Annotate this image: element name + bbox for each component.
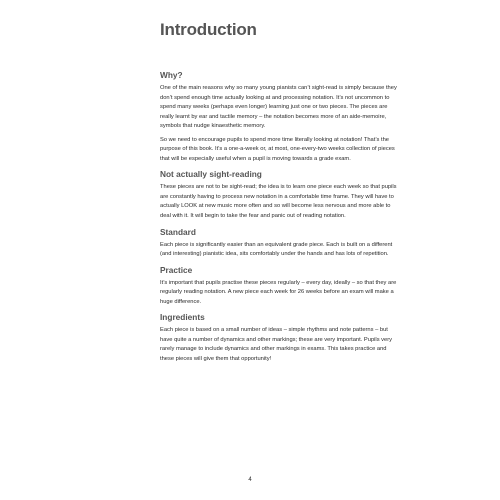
section-practice: [160, 265, 400, 308]
paragraph: Each piece is significantly easier than an equivalent grade piece. Each is built on a different (and interesting) pianistic idea, sits comfortably under the hands and has lots of repetition.: [160, 241, 393, 258]
section-why: [160, 70, 400, 164]
body-content: [160, 70, 400, 364]
paragraph: One of the main reasons why so many young pianists can’t sight-read is simply because they don’t spend enough time actually looking at and processing notation. It’s not uncommon to spend many weeks (perhaps even longer) learning just one or two pieces. The pieces are really learnt by ear and tactile memory – the notation becomes more of an aide-memoire, symbols that nudge kinaesthetic memory.: [160, 85, 397, 130]
page-number: 4: [248, 477, 252, 483]
section-not-actually-sight-reading: [160, 169, 400, 221]
paragraph: So we need to encourage pupils to spend more time literally looking at notation! That’s the purpose of this book. It’s a one-a-week or, at most, one-every-two weeks collection of pieces that will be especially useful when a pupil is moving towards a grade exam.: [160, 136, 395, 162]
paragraph: These pieces are not to be sight-read; the idea is to learn one piece each week so that pupils are constantly having to process new notation in a comfortable time frame. They will have to actually LOOK at new music more often and so will become less nervous and more able to deal with it. It will begin to take the fear and panic out of reading notation.: [160, 184, 397, 220]
paragraph: Each piece is based on a small number of ideas – simple rhythms and note patterns – but have quite a number of dynamics and other markings; these are very important. Pupils very rarely manage to include dynamics and other markings in exams. This takes practice and these pieces will give them that opportunity!: [160, 327, 393, 362]
page-title: Introduction: [160, 20, 257, 39]
section-heading: Why?: [160, 70, 183, 80]
paragraph: It’s important that pupils practise these pieces regularly – every day, ideally – so that they are regularly reading notation. A new piece each week for 26 weeks before an exam will make a huge difference.: [160, 279, 397, 305]
section-ingredients: [160, 312, 400, 364]
section-heading: Standard: [160, 226, 196, 237]
section-heading: Practice: [160, 264, 193, 275]
section-heading: Ingredients: [160, 312, 205, 323]
section-heading: Not actually sight-reading: [160, 169, 262, 180]
section-standard: [160, 227, 400, 260]
